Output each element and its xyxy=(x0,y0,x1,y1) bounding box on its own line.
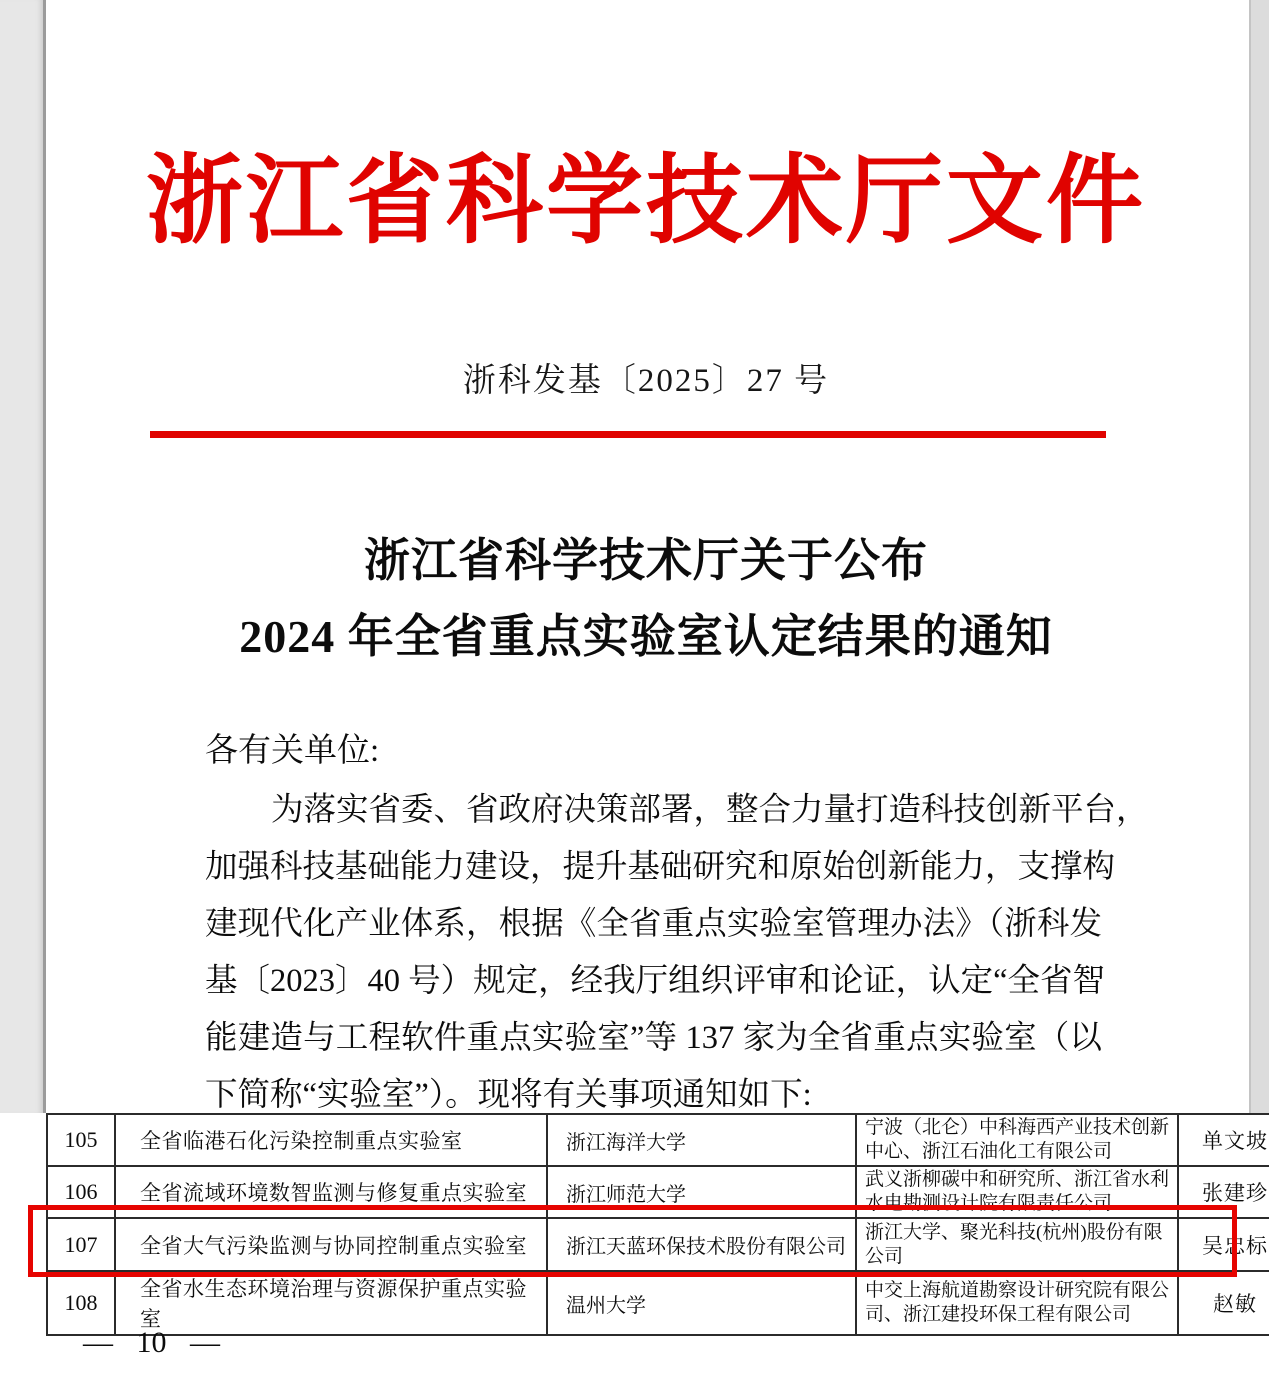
institution-cell: 浙江海洋大学 xyxy=(547,1114,856,1166)
page-margin-right xyxy=(1249,0,1269,1113)
row-number-cell: 108 xyxy=(47,1271,115,1335)
partners-cell: 浙江大学、聚光科技(杭州)股份有限公司 xyxy=(856,1218,1178,1271)
body-line-6: 下简称“实验室”）。现将有关事项通知如下: xyxy=(205,1077,812,1113)
lab-name-cell: 全省水生态环境治理与资源保护重点实验室 xyxy=(115,1271,547,1335)
body-line-1: 为落实省委、省政府决策部署，整合力量打造科技创新平台， xyxy=(271,792,1149,828)
page-number: — 10 — xyxy=(83,1326,220,1359)
row-number-cell: 106 xyxy=(47,1166,115,1218)
row-number-cell: 107 xyxy=(47,1218,115,1271)
lab-name-cell: 全省临港石化污染控制重点实验室 xyxy=(115,1114,547,1166)
row-number-cell: 105 xyxy=(47,1114,115,1166)
table-row-105 xyxy=(47,1114,1269,1166)
table-row-108 xyxy=(47,1271,1269,1335)
notice-title-line1: 浙江省科学技术厅关于公布 xyxy=(364,535,928,586)
letterhead-title: 浙江省科学技术厅文件 xyxy=(146,148,1146,255)
red-divider-line xyxy=(150,431,1106,438)
institution-cell: 浙江天蓝环保技术股份有限公司 xyxy=(547,1218,856,1271)
page-margin-left xyxy=(0,0,46,1113)
table-row-107 xyxy=(47,1218,1269,1271)
body-paragraph xyxy=(205,782,1149,1124)
body-line-3: 建现代化产业体系，根据《全省重点实验室管理办法》（浙科发 xyxy=(205,906,1102,942)
institution-cell: 温州大学 xyxy=(547,1271,856,1335)
director-cell: 赵敏 xyxy=(1178,1271,1269,1335)
director-cell: 单文坡 xyxy=(1178,1114,1269,1166)
partners-cell: 宁波（北仑）中科海西产业技术创新中心、浙江石油化工有限公司 xyxy=(856,1114,1178,1166)
notice-title-line2: 2024 年全省重点实验室认定结果的通知 xyxy=(239,611,1053,662)
lab-name-cell: 全省流域环境数智监测与修复重点实验室 xyxy=(115,1166,547,1218)
lab-name-cell: 全省大气污染监测与协同控制重点实验室 xyxy=(115,1218,547,1271)
salutation: 各有关单位: xyxy=(205,733,380,769)
body-line-4: 基〔2023〕40 号）规定，经我厅组织评审和论证，认定“全省智 xyxy=(205,963,1106,999)
partners-cell: 中交上海航道勘察设计研究院有限公司、浙江建投环保工程有限公司 xyxy=(856,1271,1178,1335)
document-number: 浙科发基〔2025〕27 号 xyxy=(462,363,830,399)
director-cell: 张建珍 xyxy=(1178,1166,1269,1218)
body-line-5: 能建造与工程软件重点实验室”等 137 家为全省重点实验室（以 xyxy=(205,1020,1102,1056)
table-row-106 xyxy=(47,1166,1269,1218)
body-line-2: 加强科技基础能力建设，提升基础研究和原始创新能力，支撑构 xyxy=(205,849,1116,885)
laboratories-table xyxy=(46,1113,1269,1336)
institution-cell: 浙江师范大学 xyxy=(547,1166,856,1218)
partners-cell: 武义浙柳碳中和研究所、浙江省水利水电勘测设计院有限责任公司 xyxy=(856,1166,1178,1218)
director-cell: 吴忠标 xyxy=(1178,1218,1269,1271)
